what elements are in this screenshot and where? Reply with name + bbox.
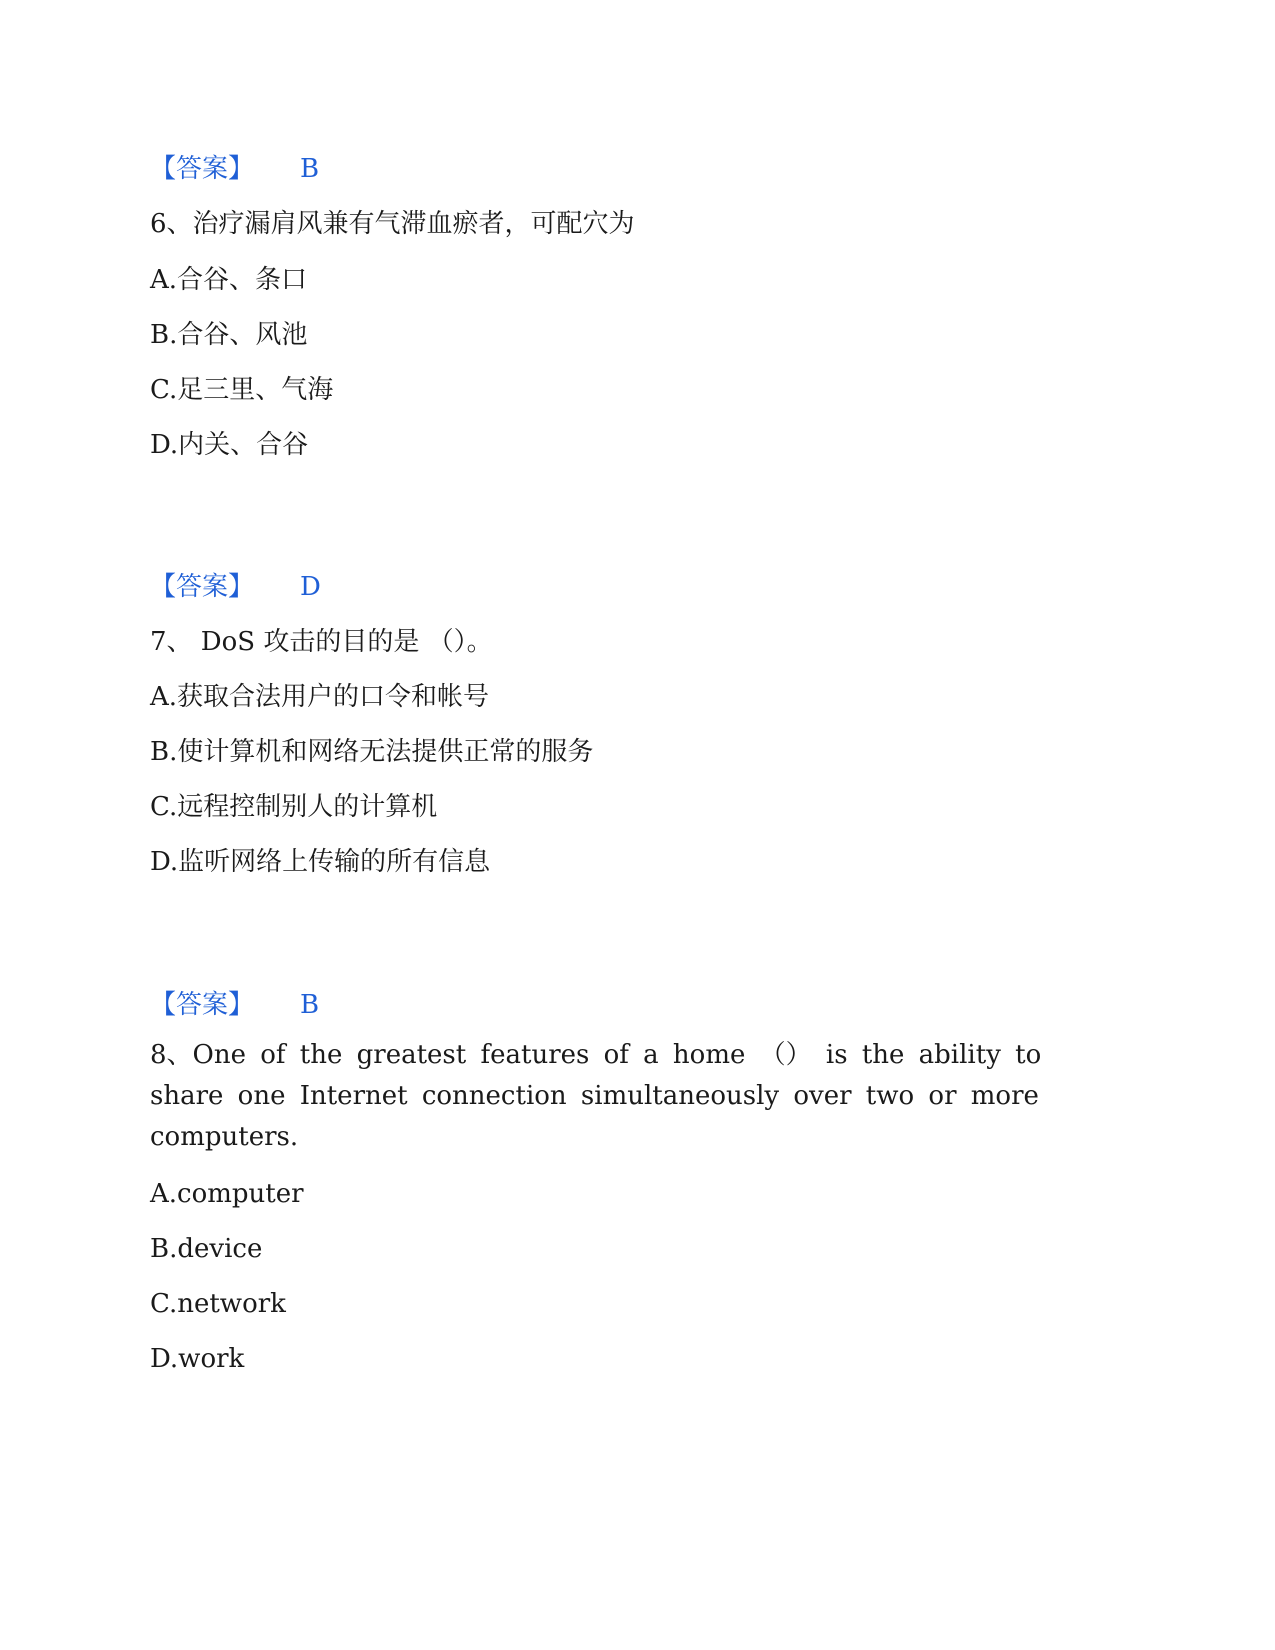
option-a: A.computer [150,1179,304,1209]
option-b: B.device [150,1234,263,1264]
answer-label: 【答案】 [150,990,255,1020]
question-stem: 6、治疗漏肩风兼有气滞血瘀者，可配穴为 [150,209,635,239]
option-d: D.work [150,1344,245,1374]
answer-label: 【答案】 [150,572,255,602]
answer-line [150,988,319,1022]
option-a: A.合谷、条口 [150,265,308,295]
option-b: B.使计算机和网络无法提供正常的服务 [150,737,594,767]
option-b: B.合谷、风池 [150,320,308,350]
answer-letter: B [300,154,320,184]
answer-letter: B [300,990,320,1020]
question-stem: 8、One of the greatest features of a home （） is the ability to share one Internet connection simultaneously over two or more computers. [150,1040,1042,1152]
answer-label: 【答案】 [150,154,255,184]
option-d: D.监听网络上传输的所有信息 [150,847,491,877]
option-c: C.足三里、气海 [150,375,334,405]
option-c: C.network [150,1289,286,1319]
option-d: D.内关、合谷 [150,430,309,460]
option-a: A.获取合法用户的口令和帐号 [150,682,490,712]
answer-line [150,570,321,604]
option-c: C.远程控制别人的计算机 [150,792,438,822]
answer-line [150,152,319,186]
answer-letter: D [300,572,321,602]
question-stem: 7、 DoS 攻击的目的是 （）。 [150,627,493,657]
